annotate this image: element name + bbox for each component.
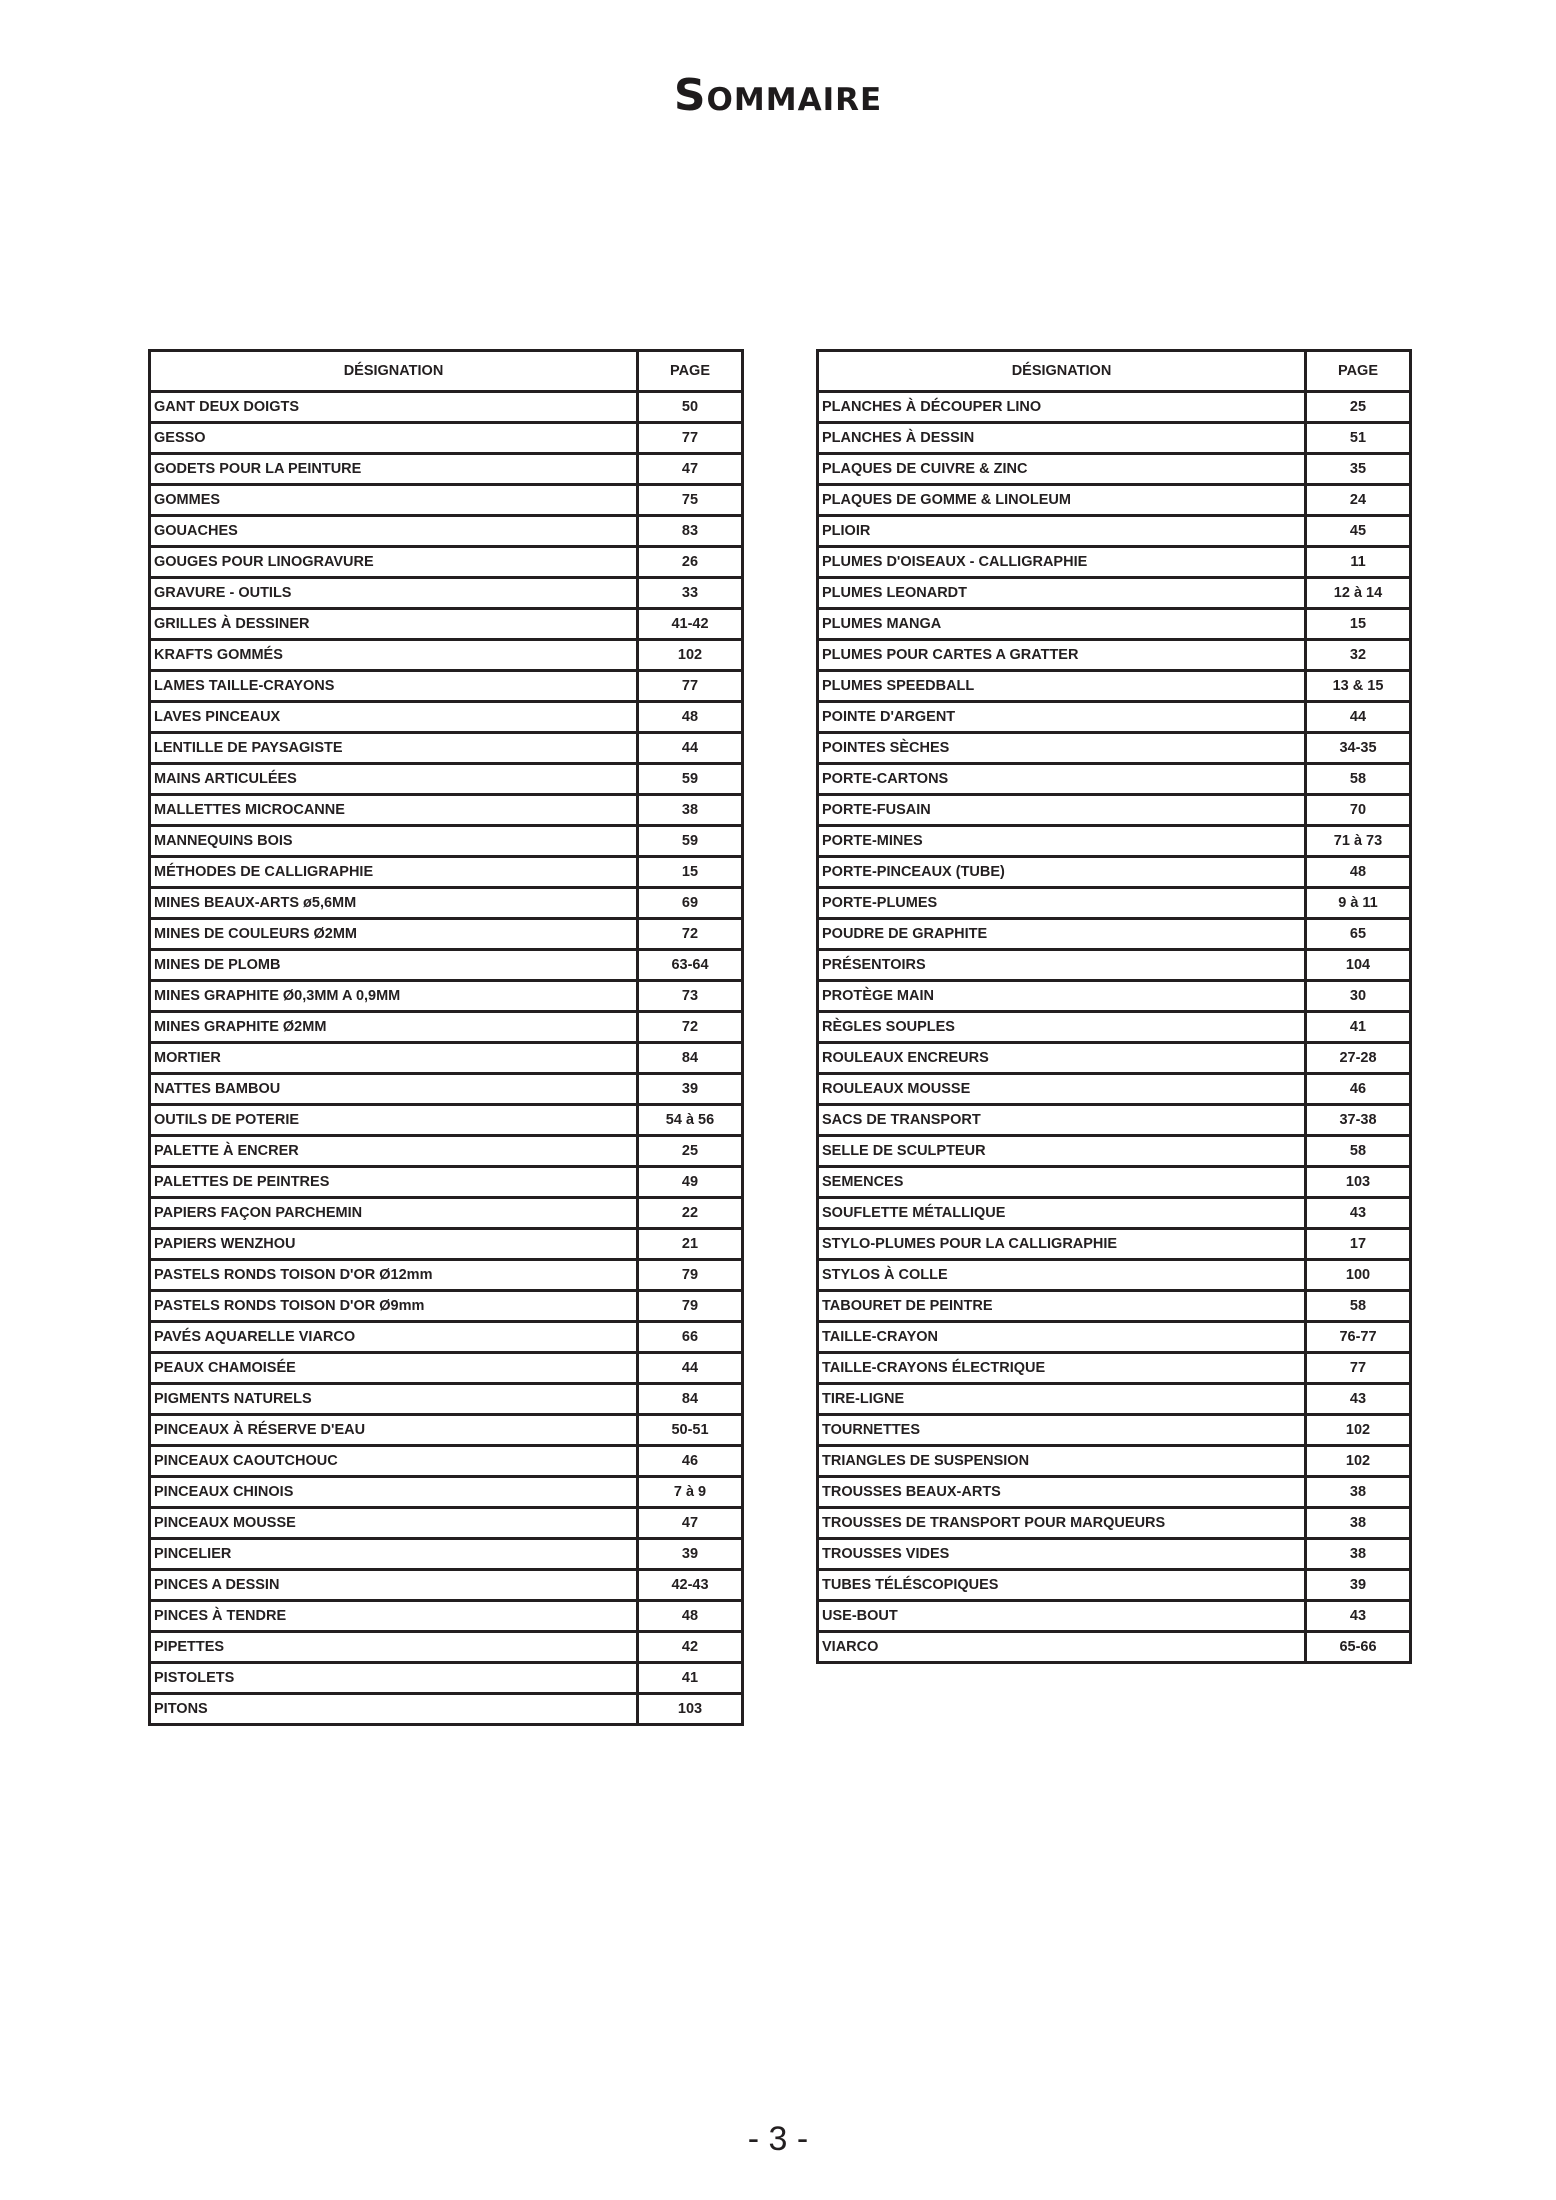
table-row	[818, 1415, 1411, 1446]
table-row	[818, 981, 1411, 1012]
item-designation: MANNEQUINS BOIS	[150, 826, 638, 857]
column-header-designation: DÉSIGNATION	[818, 351, 1306, 392]
page-number: - 3 -	[747, 2120, 809, 2158]
table-row	[818, 702, 1411, 733]
table-row	[818, 1539, 1411, 1570]
item-designation: GOMMES	[150, 485, 638, 516]
item-designation: STYLO-PLUMES POUR LA CALLIGRAPHIE	[818, 1229, 1306, 1260]
item-designation: RÈGLES SOUPLES	[818, 1012, 1306, 1043]
table-row	[150, 1074, 743, 1105]
table-row	[150, 1105, 743, 1136]
item-page: 72	[638, 1012, 743, 1043]
item-designation: LAVES PINCEAUX	[150, 702, 638, 733]
item-designation: PAPIERS WENZHOU	[150, 1229, 638, 1260]
table-row	[150, 950, 743, 981]
item-page: 77	[1306, 1353, 1411, 1384]
table-row	[818, 392, 1411, 423]
index-table-right-body	[818, 392, 1411, 1663]
table-row	[150, 795, 743, 826]
item-page: 73	[638, 981, 743, 1012]
item-page: 44	[638, 1353, 743, 1384]
item-page: 48	[638, 702, 743, 733]
item-designation: TOURNETTES	[818, 1415, 1306, 1446]
item-page: 41-42	[638, 609, 743, 640]
table-row	[150, 423, 743, 454]
item-designation: PLUMES D'OISEAUX - CALLIGRAPHIE	[818, 547, 1306, 578]
item-designation: SACS DE TRANSPORT	[818, 1105, 1306, 1136]
item-designation: PLUMES SPEEDBALL	[818, 671, 1306, 702]
item-page: 49	[638, 1167, 743, 1198]
item-designation: ROULEAUX MOUSSE	[818, 1074, 1306, 1105]
item-page: 103	[638, 1694, 743, 1725]
item-page: 76-77	[1306, 1322, 1411, 1353]
item-page: 65-66	[1306, 1632, 1411, 1663]
table-row	[150, 1508, 743, 1539]
index-table-right	[816, 349, 1412, 1664]
item-designation: TROUSSES VIDES	[818, 1539, 1306, 1570]
table-row	[818, 454, 1411, 485]
table-row	[818, 1136, 1411, 1167]
table-row	[818, 1043, 1411, 1074]
item-designation: OUTILS DE POTERIE	[150, 1105, 638, 1136]
item-designation: PLUMES MANGA	[818, 609, 1306, 640]
item-page: 58	[1306, 1291, 1411, 1322]
table-row	[150, 888, 743, 919]
item-page: 79	[638, 1260, 743, 1291]
item-designation: NATTES BAMBOU	[150, 1074, 638, 1105]
item-page: 63-64	[638, 950, 743, 981]
table-row	[150, 919, 743, 950]
table-row	[818, 1570, 1411, 1601]
item-designation: GANT DEUX DOIGTS	[150, 392, 638, 423]
item-designation: GRILLES À DESSINER	[150, 609, 638, 640]
table-row	[150, 1570, 743, 1601]
table-row	[150, 857, 743, 888]
item-page: 15	[638, 857, 743, 888]
table-row	[150, 981, 743, 1012]
table-row	[818, 888, 1411, 919]
table-row	[818, 1167, 1411, 1198]
item-designation: TIRE-LIGNE	[818, 1384, 1306, 1415]
item-designation: MINES GRAPHITE Ø2MM	[150, 1012, 638, 1043]
table-row	[150, 1012, 743, 1043]
item-page: 27-28	[1306, 1043, 1411, 1074]
table-row	[150, 609, 743, 640]
table-row	[818, 547, 1411, 578]
table-row	[150, 1384, 743, 1415]
item-page: 54 à 56	[638, 1105, 743, 1136]
table-row	[150, 1353, 743, 1384]
table-row	[150, 702, 743, 733]
table-row	[818, 1632, 1411, 1663]
item-page: 35	[1306, 454, 1411, 485]
item-page: 83	[638, 516, 743, 547]
item-page: 22	[638, 1198, 743, 1229]
item-designation: USE-BOUT	[818, 1601, 1306, 1632]
item-designation: GOUACHES	[150, 516, 638, 547]
item-page: 103	[1306, 1167, 1411, 1198]
item-page: 102	[1306, 1415, 1411, 1446]
item-page: 34-35	[1306, 733, 1411, 764]
item-page: 84	[638, 1384, 743, 1415]
item-designation: PISTOLETS	[150, 1663, 638, 1694]
item-designation: MINES BEAUX-ARTS ø5,6MM	[150, 888, 638, 919]
table-row	[818, 826, 1411, 857]
item-page: 84	[638, 1043, 743, 1074]
item-designation: PITONS	[150, 1694, 638, 1725]
item-page: 43	[1306, 1601, 1411, 1632]
item-page: 51	[1306, 423, 1411, 454]
item-page: 25	[638, 1136, 743, 1167]
item-page: 79	[638, 1291, 743, 1322]
item-page: 39	[638, 1074, 743, 1105]
item-page: 33	[638, 578, 743, 609]
item-designation: PINCES A DESSIN	[150, 1570, 638, 1601]
table-row	[150, 1291, 743, 1322]
table-row	[150, 733, 743, 764]
item-designation: KRAFTS GOMMÉS	[150, 640, 638, 671]
item-designation: PINCEAUX CAOUTCHOUC	[150, 1446, 638, 1477]
table-row	[150, 1632, 743, 1663]
table-row	[818, 671, 1411, 702]
item-page: 102	[1306, 1446, 1411, 1477]
item-page: 46	[1306, 1074, 1411, 1105]
item-designation: POUDRE DE GRAPHITE	[818, 919, 1306, 950]
table-row	[818, 640, 1411, 671]
table-row	[150, 1229, 743, 1260]
item-page: 24	[1306, 485, 1411, 516]
item-page: 39	[638, 1539, 743, 1570]
table-row	[818, 857, 1411, 888]
item-designation: PASTELS RONDS TOISON D'OR Ø12mm	[150, 1260, 638, 1291]
item-page: 41	[1306, 1012, 1411, 1043]
table-row	[818, 1074, 1411, 1105]
item-designation: MINES GRAPHITE Ø0,3MM A 0,9MM	[150, 981, 638, 1012]
item-designation: PLANCHES À DÉCOUPER LINO	[818, 392, 1306, 423]
table-row	[150, 392, 743, 423]
item-page: 30	[1306, 981, 1411, 1012]
item-page: 9 à 11	[1306, 888, 1411, 919]
table-row	[818, 1508, 1411, 1539]
table-row	[150, 1446, 743, 1477]
item-designation: ROULEAUX ENCREURS	[818, 1043, 1306, 1074]
item-page: 21	[638, 1229, 743, 1260]
item-page: 102	[638, 640, 743, 671]
item-page: 43	[1306, 1198, 1411, 1229]
table-row	[150, 671, 743, 702]
table-row	[818, 1384, 1411, 1415]
item-designation: PIPETTES	[150, 1632, 638, 1663]
table-row	[818, 423, 1411, 454]
item-page: 38	[1306, 1508, 1411, 1539]
item-page: 65	[1306, 919, 1411, 950]
item-page: 58	[1306, 1136, 1411, 1167]
item-designation: PAVÉS AQUARELLE VIARCO	[150, 1322, 638, 1353]
item-designation: TAILLE-CRAYON	[818, 1322, 1306, 1353]
table-row	[150, 1694, 743, 1725]
table-row	[150, 1322, 743, 1353]
table-row	[818, 919, 1411, 950]
item-designation: PLUMES POUR CARTES A GRATTER	[818, 640, 1306, 671]
table-row	[818, 1198, 1411, 1229]
table-row	[150, 640, 743, 671]
item-page: 37-38	[1306, 1105, 1411, 1136]
table-row	[150, 578, 743, 609]
item-designation: PROTÈGE MAIN	[818, 981, 1306, 1012]
item-designation: PINCES À TENDRE	[150, 1601, 638, 1632]
table-row	[818, 609, 1411, 640]
item-designation: TROUSSES DE TRANSPORT POUR MARQUEURS	[818, 1508, 1306, 1539]
item-designation: MÉTHODES DE CALLIGRAPHIE	[150, 857, 638, 888]
item-page: 13 & 15	[1306, 671, 1411, 702]
table-row	[818, 1601, 1411, 1632]
table-row	[818, 1322, 1411, 1353]
index-table-left-body	[150, 392, 743, 1725]
item-designation: PLAQUES DE GOMME & LINOLEUM	[818, 485, 1306, 516]
item-designation: PALETTE À ENCRER	[150, 1136, 638, 1167]
table-row	[150, 764, 743, 795]
item-designation: PINCEAUX À RÉSERVE D'EAU	[150, 1415, 638, 1446]
table-row	[818, 578, 1411, 609]
item-page: 44	[638, 733, 743, 764]
column-header-designation: DÉSIGNATION	[150, 351, 638, 392]
item-page: 46	[638, 1446, 743, 1477]
item-page: 11	[1306, 547, 1411, 578]
item-page: 41	[638, 1663, 743, 1694]
item-designation: PORTE-FUSAIN	[818, 795, 1306, 826]
item-designation: MINES DE COULEURS Ø2MM	[150, 919, 638, 950]
table-row	[818, 764, 1411, 795]
item-page: 25	[1306, 392, 1411, 423]
table-row	[818, 950, 1411, 981]
item-designation: PORTE-CARTONS	[818, 764, 1306, 795]
item-designation: PALETTES DE PEINTRES	[150, 1167, 638, 1198]
item-designation: PINCEAUX MOUSSE	[150, 1508, 638, 1539]
item-page: 70	[1306, 795, 1411, 826]
item-designation: PORTE-PINCEAUX (TUBE)	[818, 857, 1306, 888]
item-designation: PRÉSENTOIRS	[818, 950, 1306, 981]
item-designation: PLIOIR	[818, 516, 1306, 547]
item-designation: SEMENCES	[818, 1167, 1306, 1198]
table-row	[818, 733, 1411, 764]
table-row	[150, 547, 743, 578]
column-header-page: PAGE	[1306, 351, 1411, 392]
table-header-row	[818, 351, 1411, 392]
table-row	[818, 1446, 1411, 1477]
table-row	[150, 826, 743, 857]
item-page: 45	[1306, 516, 1411, 547]
item-designation: TUBES TÉLÉSCOPIQUES	[818, 1570, 1306, 1601]
item-page: 72	[638, 919, 743, 950]
table-header-row	[150, 351, 743, 392]
item-designation: PASTELS RONDS TOISON D'OR Ø9mm	[150, 1291, 638, 1322]
page-title: Sommaire	[673, 70, 883, 121]
table-row	[150, 1136, 743, 1167]
item-designation: PORTE-PLUMES	[818, 888, 1306, 919]
table-row	[150, 485, 743, 516]
item-designation: PEAUX CHAMOISÉE	[150, 1353, 638, 1384]
item-page: 38	[1306, 1539, 1411, 1570]
item-designation: GODETS POUR LA PEINTURE	[150, 454, 638, 485]
item-page: 44	[1306, 702, 1411, 733]
table-row	[150, 1539, 743, 1570]
item-designation: GOUGES POUR LINOGRAVURE	[150, 547, 638, 578]
item-page: 42-43	[638, 1570, 743, 1601]
item-page: 50-51	[638, 1415, 743, 1446]
item-designation: TRIANGLES DE SUSPENSION	[818, 1446, 1306, 1477]
table-row	[818, 795, 1411, 826]
table-row	[818, 1012, 1411, 1043]
item-designation: STYLOS À COLLE	[818, 1260, 1306, 1291]
table-row	[818, 1260, 1411, 1291]
item-page: 48	[1306, 857, 1411, 888]
item-designation: PORTE-MINES	[818, 826, 1306, 857]
table-row	[818, 1291, 1411, 1322]
item-page: 17	[1306, 1229, 1411, 1260]
item-page: 71 à 73	[1306, 826, 1411, 857]
item-page: 69	[638, 888, 743, 919]
item-designation: GRAVURE - OUTILS	[150, 578, 638, 609]
table-row	[150, 1043, 743, 1074]
item-page: 43	[1306, 1384, 1411, 1415]
item-designation: LENTILLE DE PAYSAGISTE	[150, 733, 638, 764]
table-row	[818, 516, 1411, 547]
item-designation: POINTE D'ARGENT	[818, 702, 1306, 733]
table-row	[818, 1353, 1411, 1384]
item-designation: TROUSSES BEAUX-ARTS	[818, 1477, 1306, 1508]
item-designation: PLANCHES À DESSIN	[818, 423, 1306, 454]
index-table-left	[148, 349, 744, 1726]
item-page: 42	[638, 1632, 743, 1663]
table-row	[150, 1198, 743, 1229]
item-page: 100	[1306, 1260, 1411, 1291]
table-row	[150, 516, 743, 547]
item-designation: MALLETTES MICROCANNE	[150, 795, 638, 826]
item-page: 7 à 9	[638, 1477, 743, 1508]
item-designation: MORTIER	[150, 1043, 638, 1074]
item-designation: SELLE DE SCULPTEUR	[818, 1136, 1306, 1167]
item-page: 15	[1306, 609, 1411, 640]
table-row	[150, 1167, 743, 1198]
item-designation: MINES DE PLOMB	[150, 950, 638, 981]
item-page: 59	[638, 764, 743, 795]
item-designation: PLAQUES DE CUIVRE & ZINC	[818, 454, 1306, 485]
item-designation: GESSO	[150, 423, 638, 454]
table-row	[150, 1477, 743, 1508]
table-row	[818, 1477, 1411, 1508]
table-row	[818, 1105, 1411, 1136]
item-page: 104	[1306, 950, 1411, 981]
item-designation: PINCELIER	[150, 1539, 638, 1570]
item-designation: MAINS ARTICULÉES	[150, 764, 638, 795]
item-designation: SOUFLETTE MÉTALLIQUE	[818, 1198, 1306, 1229]
item-designation: PAPIERS FAÇON PARCHEMIN	[150, 1198, 638, 1229]
table-row	[150, 1663, 743, 1694]
item-page: 48	[638, 1601, 743, 1632]
item-designation: TAILLE-CRAYONS ÉLECTRIQUE	[818, 1353, 1306, 1384]
item-page: 66	[638, 1322, 743, 1353]
item-page: 38	[638, 795, 743, 826]
item-designation: POINTES SÈCHES	[818, 733, 1306, 764]
column-header-page: PAGE	[638, 351, 743, 392]
item-page: 75	[638, 485, 743, 516]
item-page: 50	[638, 392, 743, 423]
item-designation: LAMES TAILLE-CRAYONS	[150, 671, 638, 702]
item-page: 32	[1306, 640, 1411, 671]
item-page: 47	[638, 1508, 743, 1539]
table-row	[818, 1229, 1411, 1260]
item-page: 77	[638, 423, 743, 454]
item-designation: PLUMES LEONARDT	[818, 578, 1306, 609]
item-designation: PIGMENTS NATURELS	[150, 1384, 638, 1415]
item-page: 77	[638, 671, 743, 702]
item-page: 59	[638, 826, 743, 857]
item-designation: TABOURET DE PEINTRE	[818, 1291, 1306, 1322]
item-page: 39	[1306, 1570, 1411, 1601]
table-row	[150, 454, 743, 485]
item-page: 12 à 14	[1306, 578, 1411, 609]
item-page: 58	[1306, 764, 1411, 795]
item-designation: PINCEAUX CHINOIS	[150, 1477, 638, 1508]
item-designation: VIARCO	[818, 1632, 1306, 1663]
table-row	[150, 1415, 743, 1446]
table-row	[150, 1260, 743, 1291]
item-page: 47	[638, 454, 743, 485]
item-page: 26	[638, 547, 743, 578]
item-page: 38	[1306, 1477, 1411, 1508]
table-row	[150, 1601, 743, 1632]
table-row	[818, 485, 1411, 516]
